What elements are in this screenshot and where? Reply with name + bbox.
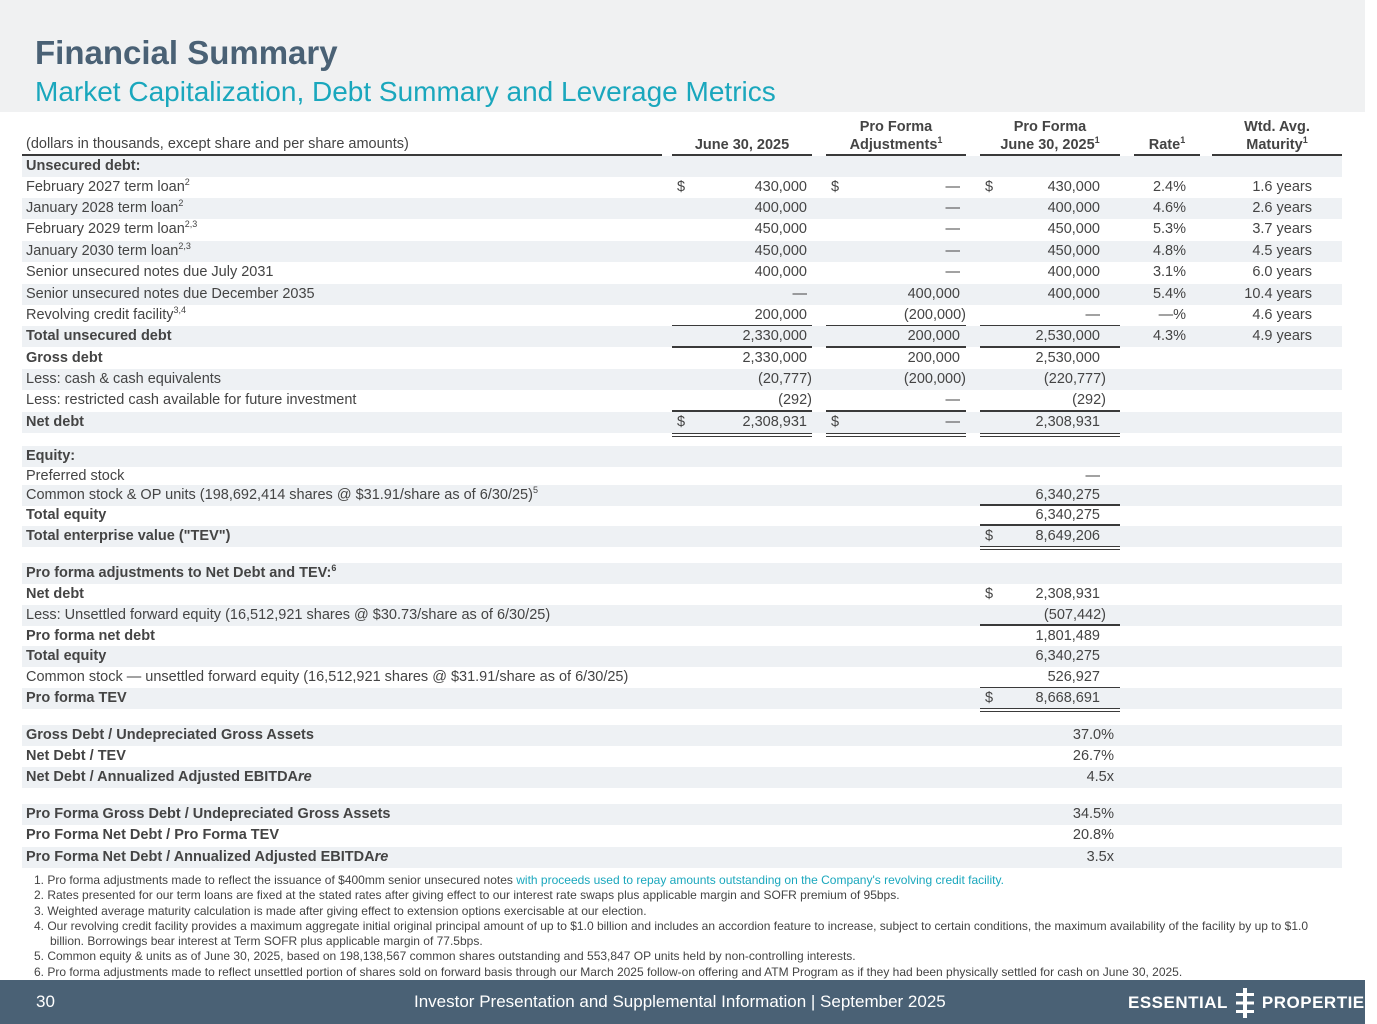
total-double-rule xyxy=(672,433,812,437)
table-row xyxy=(22,746,1342,767)
units-note: (dollars in thousands, except share and per share amounts) xyxy=(26,136,409,152)
row-label-suffix: re xyxy=(298,769,312,785)
table-row xyxy=(22,667,1342,688)
col-header-adjustments xyxy=(826,118,966,154)
row-label: Senior unsecured notes due July 2031 xyxy=(26,264,274,280)
table-row xyxy=(22,156,1342,177)
footnote-ref: 1 xyxy=(937,135,943,146)
dollar-sign: $ xyxy=(831,179,840,195)
table-row xyxy=(22,526,1342,547)
row-label xyxy=(26,849,388,865)
value-adjustment: (200,000) xyxy=(903,371,966,387)
dollar-sign: $ xyxy=(677,414,686,430)
dollar-sign: $ xyxy=(831,414,840,430)
table-row xyxy=(22,262,1342,283)
table-row xyxy=(22,626,1342,647)
footnote-1-highlight: with proceeds used to repay amounts outstanding on the Company's revolving credit facility. xyxy=(516,873,1004,887)
value-rate: 2.4% xyxy=(1152,179,1186,195)
value-metric: 37.0% xyxy=(1072,727,1114,743)
value-rate: 3.1% xyxy=(1152,264,1186,280)
table-row xyxy=(22,177,1342,198)
table-row xyxy=(22,390,1342,411)
row-label-text: Pro Forma Net Debt / Annualized Adjusted EBITDA xyxy=(26,849,375,865)
table-row xyxy=(22,284,1342,305)
row-label: Pro forma TEV xyxy=(26,690,127,706)
value-proforma: (220,777) xyxy=(1043,371,1106,387)
value-adjustment: — xyxy=(945,392,960,408)
row-label: Net debt xyxy=(26,586,84,602)
value-proforma: 6,340,275 xyxy=(1035,487,1100,503)
value-proforma: 526,927 xyxy=(1047,669,1100,685)
value-metric: 34.5% xyxy=(1072,806,1114,822)
row-label: Total equity xyxy=(26,648,107,664)
page-title: Financial Summary xyxy=(35,34,338,71)
section-header-text: Pro forma adjustments to Net Debt and TEV: xyxy=(26,565,332,581)
value-rate: 4.8% xyxy=(1152,243,1186,259)
table-row xyxy=(22,605,1342,626)
section-header xyxy=(26,565,336,581)
table-row xyxy=(22,219,1342,240)
value-june: — xyxy=(792,286,807,302)
logo-text-right: PROPERTIES xyxy=(1261,993,1377,1012)
row-label-text: Common stock & OP units (198,692,414 shares @ $31.91/share as of 6/30/25) xyxy=(26,487,533,503)
table-row xyxy=(22,326,1342,347)
row-label: Less: cash & cash equivalents xyxy=(26,371,222,387)
table-row xyxy=(22,198,1342,219)
table-row xyxy=(22,412,1342,433)
row-label: Less: restricted cash available for future investment xyxy=(26,392,357,408)
footnote-3: 3. Weighted average maturity calculation is made after giving effect to extension options exercisable at our election. xyxy=(34,903,647,918)
row-label: Total enterprise value ("TEV") xyxy=(26,528,231,544)
row-label: Less: Unsettled forward equity (16,512,921 shares @ $30.73/share as of 6/30/25) xyxy=(26,607,551,623)
value-maturity: 4.5 years xyxy=(1252,243,1312,259)
value-proforma: 2,530,000 xyxy=(1035,328,1100,344)
table-row xyxy=(22,584,1342,605)
table-row xyxy=(22,485,1342,506)
value-proforma: 400,000 xyxy=(1047,286,1100,302)
value-proforma: 450,000 xyxy=(1047,243,1100,259)
total-double-rule xyxy=(980,546,1120,550)
value-maturity: 1.6 years xyxy=(1252,179,1312,195)
table-row xyxy=(22,348,1342,369)
value-adjustment: (200,000) xyxy=(903,307,966,323)
value-adjustment: 200,000 xyxy=(907,328,960,344)
table-row xyxy=(22,688,1342,709)
total-double-rule xyxy=(826,433,966,437)
value-proforma: 8,649,206 xyxy=(1035,528,1100,544)
dollar-sign: $ xyxy=(677,179,686,195)
section-header: Unsecured debt: xyxy=(26,158,141,174)
value-maturity: 6.0 years xyxy=(1252,264,1312,280)
value-adjustment: — xyxy=(945,243,960,259)
row-label: Pro Forma Net Debt / Pro Forma TEV xyxy=(26,827,279,843)
table-row xyxy=(22,804,1342,825)
footnote-1-text: 1. Pro forma adjustments made to reflect the issuance of $400mm senior unsecured notes xyxy=(34,873,517,887)
row-label: Pro forma net debt xyxy=(26,628,155,644)
value-metric: 4.5x xyxy=(1086,769,1114,785)
footnote-ref: 2,3 xyxy=(178,241,191,252)
dollar-sign: $ xyxy=(985,586,994,602)
table-row xyxy=(22,825,1342,846)
dollar-sign: $ xyxy=(985,690,994,706)
value-june: 2,308,931 xyxy=(742,414,807,430)
value-maturity: 10.4 years xyxy=(1244,286,1312,302)
dollar-sign: $ xyxy=(985,179,994,195)
value-june: 200,000 xyxy=(754,307,807,323)
row-label-text: February 2027 term loan xyxy=(26,179,185,195)
value-metric: 20.8% xyxy=(1072,827,1114,843)
footnote-ref: 1 xyxy=(1302,135,1308,146)
dollar-sign: $ xyxy=(985,528,994,544)
table-row xyxy=(22,646,1342,667)
value-maturity: 2.6 years xyxy=(1252,200,1312,216)
logo-text-left: ESSENTIAL xyxy=(1128,993,1228,1012)
col-header-adj-line2 xyxy=(826,136,966,154)
row-label: Total unsecured debt xyxy=(26,328,172,344)
row-label: Preferred stock xyxy=(26,468,125,484)
value-june: 400,000 xyxy=(754,200,807,216)
value-maturity: 4.9 years xyxy=(1252,328,1312,344)
value-proforma: 2,308,931 xyxy=(1035,414,1100,430)
row-label xyxy=(26,243,191,259)
footer-caption: Investor Presentation and Supplemental Information | September 2025 xyxy=(414,992,946,1011)
row-label: Net Debt / TEV xyxy=(26,748,126,764)
col-header-adj-text: Adjustments xyxy=(849,137,938,153)
footnote-ref: 2 xyxy=(184,177,190,188)
value-adjustment: 200,000 xyxy=(907,350,960,366)
value-rate: 4.3% xyxy=(1152,328,1186,344)
footnote-2: 2. Rates presented for our term loans are fixed at the stated rates after giving effect to our interest rate swaps plus applicable margin and SOFR premium of 95bps. xyxy=(34,888,900,903)
row-label-text: Revolving credit facility xyxy=(26,307,174,323)
value-june: 400,000 xyxy=(754,264,807,280)
value-proforma: 400,000 xyxy=(1047,200,1100,216)
value-june: 450,000 xyxy=(754,243,807,259)
row-label: Common stock — unsettled forward equity (16,512,921 shares @ $31.91/share as of 6/30/25) xyxy=(26,669,629,685)
row-label-text: January 2030 term loan xyxy=(26,243,179,259)
row-label xyxy=(26,769,312,785)
value-adjustment: — xyxy=(945,264,960,280)
row-label-text: January 2028 term loan xyxy=(26,200,179,216)
value-proforma: 6,340,275 xyxy=(1035,507,1100,523)
col-header-mat-text: Maturity xyxy=(1246,137,1303,153)
value-adjustment: — xyxy=(945,200,960,216)
logo-mark-icon xyxy=(1234,988,1256,1018)
row-label-text: February 2029 term loan xyxy=(26,221,185,237)
row-label xyxy=(26,200,183,216)
table-row xyxy=(22,725,1342,746)
footnotes xyxy=(34,873,1334,980)
value-proforma: (507,442) xyxy=(1043,607,1106,623)
row-label xyxy=(26,179,190,195)
row-label: Gross Debt / Undepreciated Gross Assets xyxy=(26,727,314,743)
col-header-rate-text: Rate xyxy=(1148,137,1181,153)
col-header-adj-line1: Pro Forma xyxy=(859,119,933,135)
table-row xyxy=(22,505,1342,526)
value-rate: 5.4% xyxy=(1152,286,1186,302)
row-label-suffix: re xyxy=(374,849,389,865)
value-proforma: — xyxy=(1085,307,1100,323)
footnote-5: 5. Common equity & units as of June 30, 2025, based on 198,138,567 common shares outstanding and 553,847 OP units held by non-controlling interests. xyxy=(34,949,856,964)
value-proforma: 6,340,275 xyxy=(1035,648,1100,664)
col-header-proforma xyxy=(980,118,1120,154)
value-proforma: 430,000 xyxy=(1047,179,1100,195)
value-june: 2,330,000 xyxy=(742,328,807,344)
col-header-pf-line2 xyxy=(980,136,1120,154)
col-header-maturity xyxy=(1212,118,1342,154)
row-label xyxy=(26,487,538,503)
value-proforma: 400,000 xyxy=(1047,264,1100,280)
value-proforma: 450,000 xyxy=(1047,221,1100,237)
section-header: Equity: xyxy=(26,448,76,464)
table-row xyxy=(22,305,1342,326)
col-header-pf-text: June 30, 2025 xyxy=(1000,137,1095,153)
col-header-pf-line1: Pro Forma xyxy=(1013,119,1087,135)
col-header-rate xyxy=(1134,136,1200,154)
value-june: 430,000 xyxy=(754,179,807,195)
table-row xyxy=(22,446,1342,467)
value-metric: 3.5x xyxy=(1086,849,1114,865)
table-row xyxy=(22,563,1342,584)
table-row xyxy=(22,241,1342,262)
total-double-rule xyxy=(980,433,1120,437)
value-proforma: — xyxy=(1085,468,1100,484)
row-label xyxy=(26,307,186,323)
value-june: 2,330,000 xyxy=(742,350,807,366)
value-proforma: (292) xyxy=(1072,392,1106,408)
total-double-rule xyxy=(980,708,1120,712)
value-rate: —% xyxy=(1158,307,1186,323)
value-rate: 4.6% xyxy=(1152,200,1186,216)
value-proforma: 8,668,691 xyxy=(1035,690,1100,706)
row-label xyxy=(26,221,197,237)
footnote-ref: 6 xyxy=(331,563,337,574)
value-june: (292) xyxy=(778,392,812,408)
table-row xyxy=(22,369,1342,390)
col-header-june: June 30, 2025 xyxy=(694,137,790,153)
row-label-text: Net Debt / Annualized Adjusted EBITDA xyxy=(26,769,299,785)
footnote-ref: 3,4 xyxy=(173,305,186,316)
row-label: Gross debt xyxy=(26,350,103,366)
value-proforma: 1,801,489 xyxy=(1035,628,1100,644)
value-adjustment: 400,000 xyxy=(907,286,960,302)
value-june: 450,000 xyxy=(754,221,807,237)
footer-bar xyxy=(0,980,1377,1024)
value-june: (20,777) xyxy=(757,371,812,387)
footnote-ref: 1 xyxy=(1094,135,1100,146)
row-label: Total equity xyxy=(26,507,107,523)
value-maturity: 4.6 years xyxy=(1252,307,1312,323)
company-logo xyxy=(1128,988,1377,1018)
col-header-mat-line2 xyxy=(1212,136,1342,154)
value-adjustment: — xyxy=(945,221,960,237)
footnote-4: 4. Our revolving credit facility provides a maximum aggregate initial original principal amount of up to $1.0 billion and includes an accordion feature to increase, subject to certain conditions, the maximum availability of the facility by up to $1.0 billion. Borrowings bear interest at Term SOFR plus applicable margin of 77.5bps. xyxy=(34,918,1309,949)
value-proforma: 2,530,000 xyxy=(1035,350,1100,366)
footnote-ref: 2 xyxy=(178,198,184,209)
value-metric: 26.7% xyxy=(1072,748,1114,764)
footnote-1 xyxy=(34,873,1334,888)
value-rate: 5.3% xyxy=(1152,221,1186,237)
value-maturity: 3.7 years xyxy=(1252,221,1312,237)
footnote-ref: 2,3 xyxy=(184,219,198,230)
table-row xyxy=(22,767,1342,788)
row-label: Net debt xyxy=(26,414,84,430)
row-label: Pro Forma Gross Debt / Undepreciated Gross Assets xyxy=(26,806,391,822)
table-row xyxy=(22,847,1342,868)
row-label: Senior unsecured notes due December 2035 xyxy=(26,286,315,302)
page-number: 30 xyxy=(36,992,55,1011)
value-proforma: 2,308,931 xyxy=(1035,586,1100,602)
footnote-ref: 5 xyxy=(532,485,538,496)
page-subtitle: Market Capitalization, Debt Summary and Leverage Metrics xyxy=(35,76,776,107)
value-adjustment: — xyxy=(945,414,960,430)
footnote-ref: 1 xyxy=(1180,135,1186,146)
col-header-mat-line1: Wtd. Avg. xyxy=(1244,119,1310,135)
value-adjustment: — xyxy=(945,179,960,195)
footnote-6: 6. Pro forma adjustments made to reflect unsettled portion of shares sold on forward basis through our March 2025 follow-on offering and ATM Program as if they had been physically settled for cash on June 30, 2025. xyxy=(34,964,1183,979)
